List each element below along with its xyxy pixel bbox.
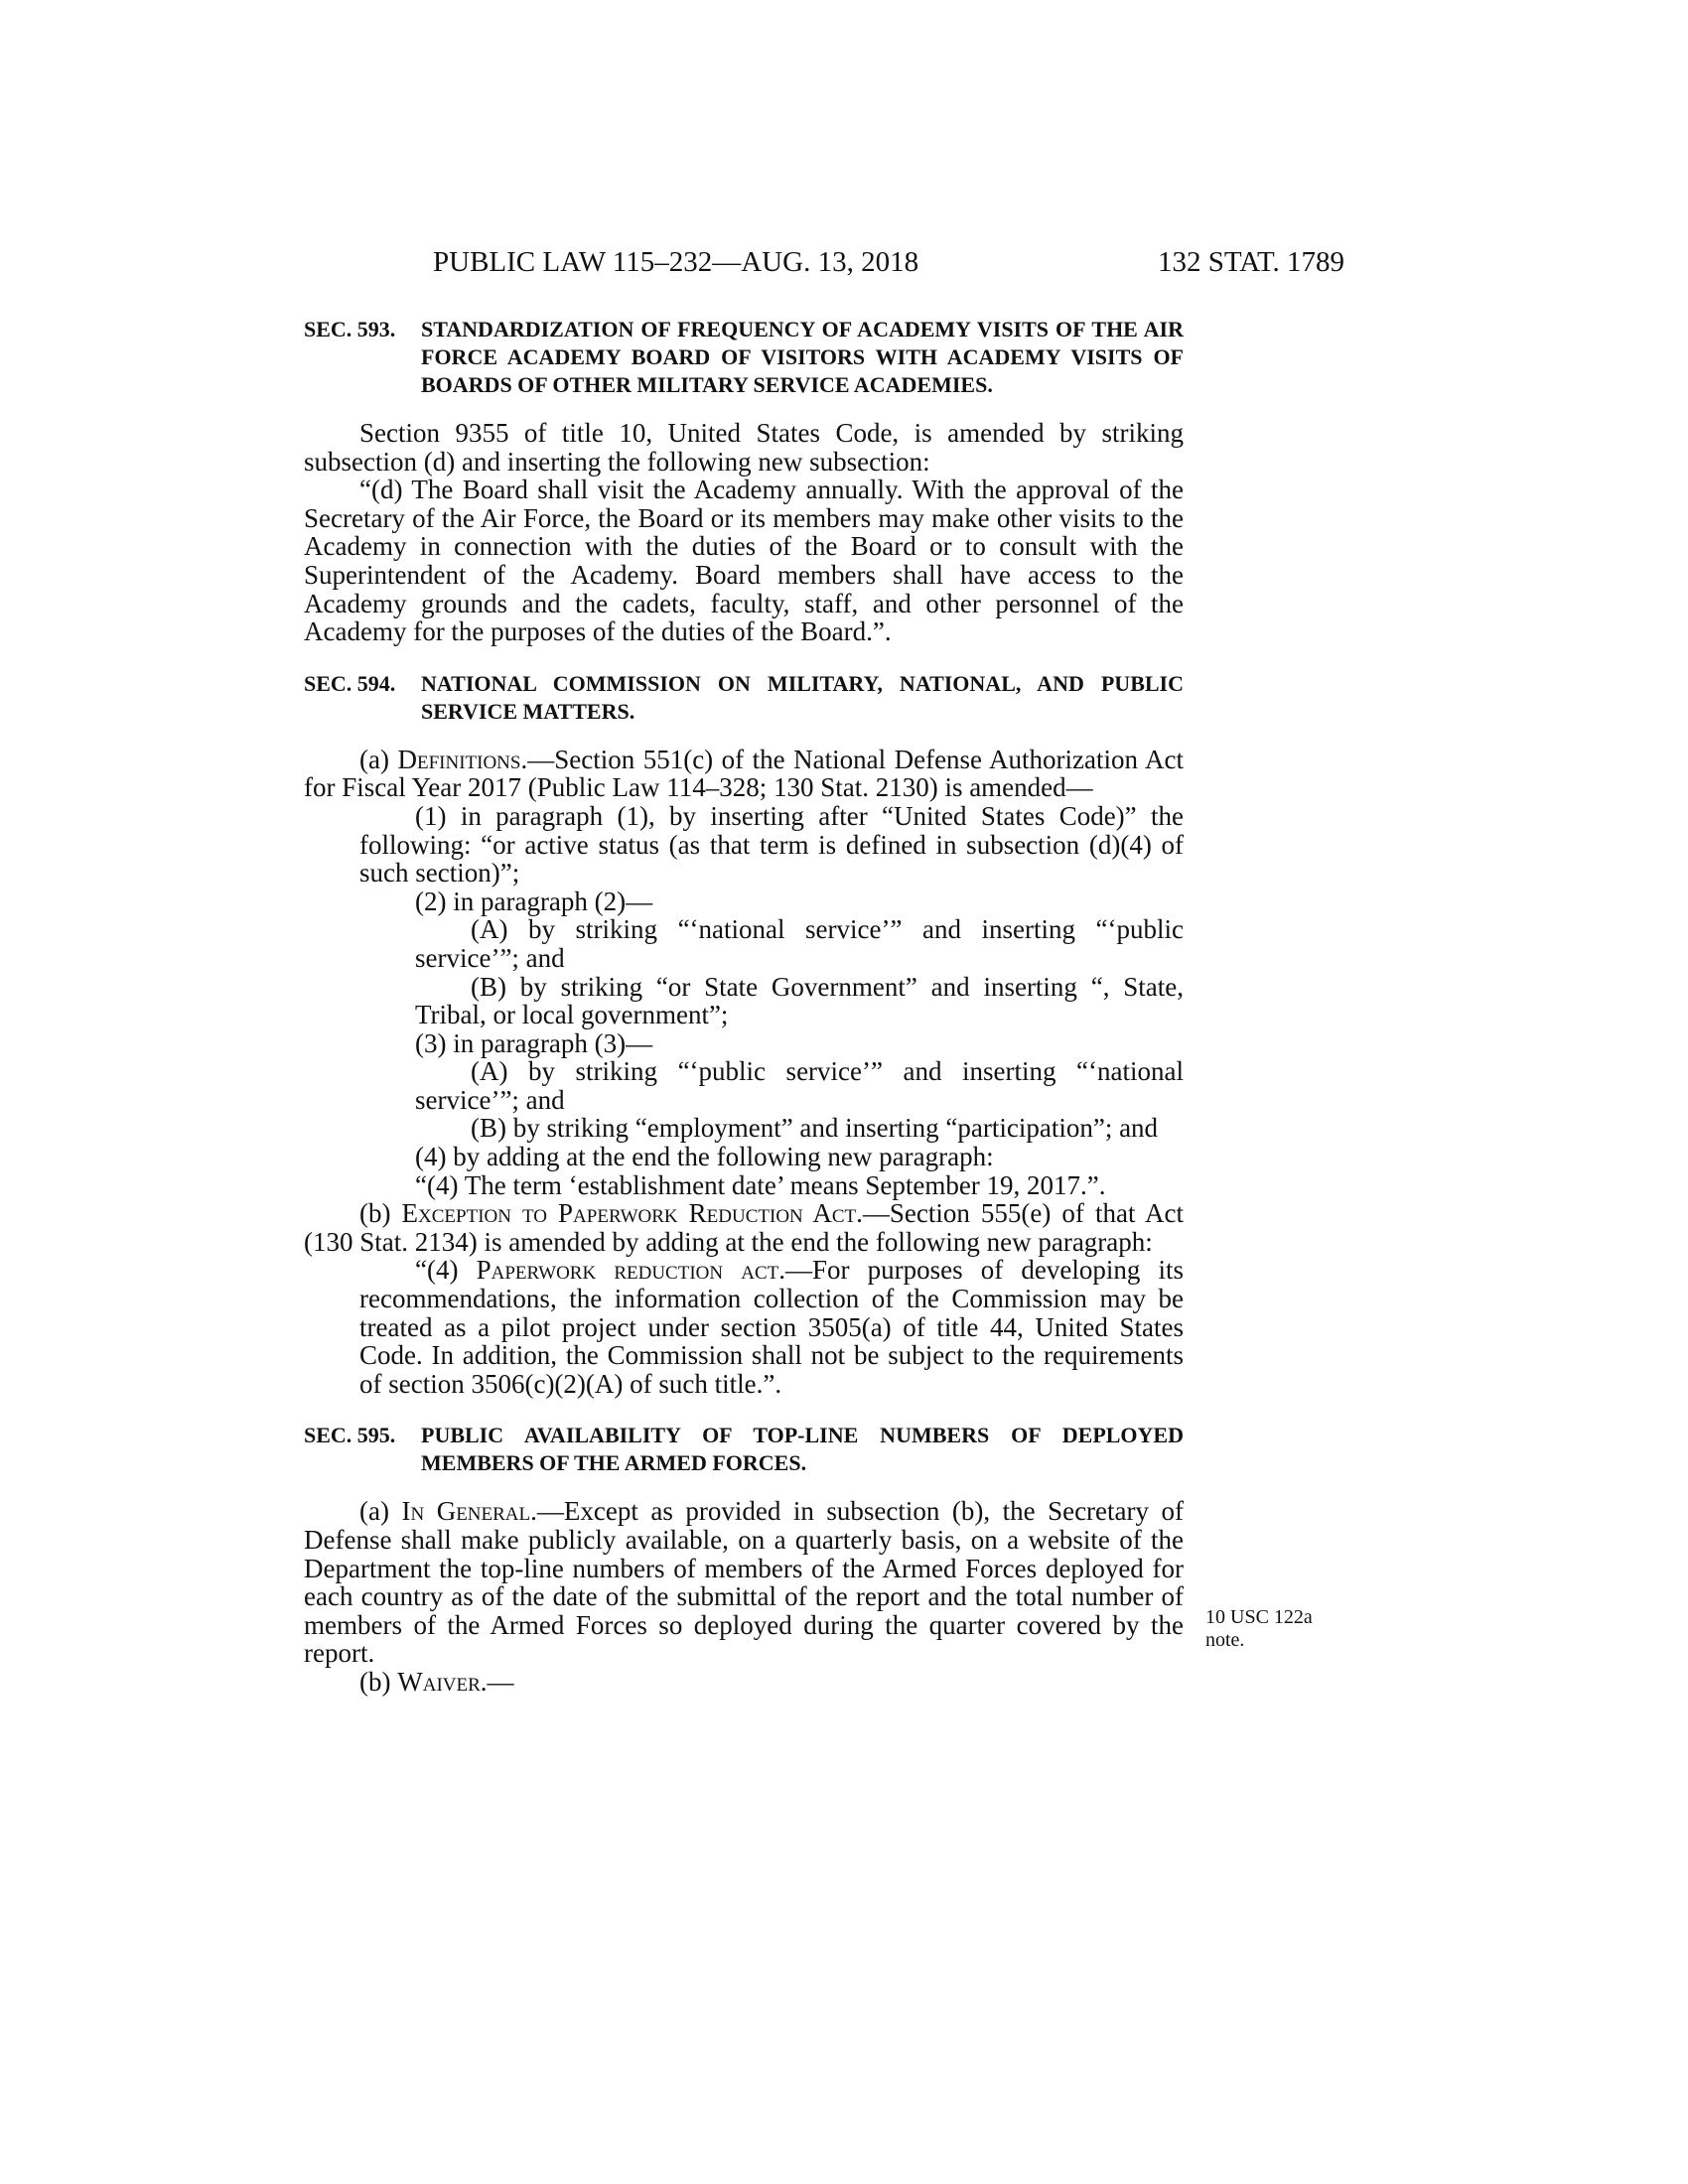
paragraph: Section 9355 of title 10, United States Code, is amended by striking subsection (d) and inserting the following new subsection: — [304, 418, 1184, 477]
subsection-caption: In General — [401, 1496, 531, 1527]
subparagraph-2a: (A) by striking “‘national service’” and inserting “‘public service’”; and — [415, 914, 1184, 973]
section-title: STANDARDIZATION OF FREQUENCY OF ACADEMY VISITS OF THE AIR FORCE ACADEMY BOARD OF VISITORS WITH ACADEMY VISITS OF BOARDS OF OTHER MILITARY SERVICE ACADEMIES. — [421, 317, 1184, 397]
paragraph-1: (1) in paragraph (1), by inserting after “United States Code)” the following: “or active status (as that term is defined in subsection (d)(4) of such section)”; — [359, 800, 1184, 888]
paragraph-2: (2) in paragraph (2)— — [415, 886, 653, 916]
subparagraph-3b: (B) by striking “employment” and inserting “participation”; and — [471, 1113, 1159, 1144]
subsection-b: (b) Exception to Paperwork Reduction Act.—Section 555(e) of that Act (130 Stat. 2134) is amended by adding at the end the following new paragraph: — [304, 1198, 1184, 1257]
subsection-caption: Exception to Paperwork Reduction Act — [401, 1198, 857, 1229]
quoted-subsection: “(d) The Board shall visit the Academy annually. With the approval of the Secretary of the Air Force, the Board or its members may make other visits to the Academy in connection with the duties of the Board or to consult with the Superintendent of the Academy. Board members shall have access to the Academy grounds and the cadets, faculty, staff, and other personnel of the Academy for the purposes of the duties of the Board.”. — [304, 475, 1184, 647]
section-heading-594 — [304, 670, 1184, 726]
running-head: PUBLIC LAW 115–232—AUG. 13, 2018 — [433, 246, 919, 278]
quoted-paragraph-4: “(4) Paperwork reduction act.—For purposes of developing its recommendations, the information collection of the Commission may be treated as a pilot project under section 3505(a) of title 44, United States Code. In addition, the Commission shall not be subject to the requirements of section 3506(c)(2)(A) of such title.”. — [359, 1255, 1184, 1399]
section-heading-593 — [304, 316, 1184, 399]
section-body-593 — [304, 419, 1184, 646]
section-body-594 — [304, 746, 1184, 1399]
section-number: SEC. 595. — [304, 1423, 396, 1448]
section-heading-595 — [304, 1422, 1184, 1477]
section-body-595 — [304, 1497, 1184, 1696]
section-number: SEC. 593. — [304, 317, 396, 341]
section-title: NATIONAL COMMISSION ON MILITARY, NATIONAL, AND PUBLIC SERVICE MATTERS. — [421, 670, 1184, 724]
page-header — [0, 246, 1688, 286]
subsection-b: (b) Waiver.— — [359, 1666, 514, 1697]
section-title: PUBLIC AVAILABILITY OF TOP-LINE NUMBERS OF DEPLOYED MEMBERS OF THE ARMED FORCES. — [421, 1423, 1184, 1476]
paragraph-4: (4) by adding at the end the following new paragraph: — [415, 1142, 994, 1172]
subparagraph-2b: (B) by striking “or State Government” and inserting “, State, Tribal, or local government”; — [415, 971, 1184, 1030]
margin-note-suffix: note. — [1205, 1629, 1245, 1651]
paragraph-3: (3) in paragraph (3)— — [415, 1027, 653, 1058]
subparagraph-3a: (A) by striking “‘public service’” and inserting “‘national service’”; and — [415, 1056, 1184, 1115]
page-content — [304, 316, 1184, 1697]
subsection-a: (a) In General.—Except as provided in subsection (b), the Secretary of Defense shall make publicly available, on a quarterly basis, on a website of the Department the top-line numbers of members of the Armed Forces deployed for each country as of the date of the submittal of the report and the total number of members of the Armed Forces so deployed during the quarter covered by the report. — [304, 1496, 1185, 1669]
paragraph-4-quote: “(4) The term ‘establishment date’ means September 19, 2017.”. — [415, 1169, 1106, 1200]
stat-page-number: 132 STAT. 1789 — [1158, 246, 1345, 278]
margin-note — [1205, 1606, 1354, 1652]
section-number: SEC. 594. — [304, 670, 396, 696]
subsection-caption: Waiver — [397, 1666, 481, 1697]
paragraph-caption: Paperwork reduction act — [476, 1255, 779, 1286]
margin-note-citation: 10 USC 122a — [1205, 1606, 1313, 1628]
subsection-caption: Definitions — [397, 744, 521, 774]
subsection-a: (a) Definitions.—Section 551(c) of the National Defense Authorization Act for Fiscal Year 2017 (Public Law 114–328; 130 Stat. 2130) is amended— — [304, 744, 1184, 803]
